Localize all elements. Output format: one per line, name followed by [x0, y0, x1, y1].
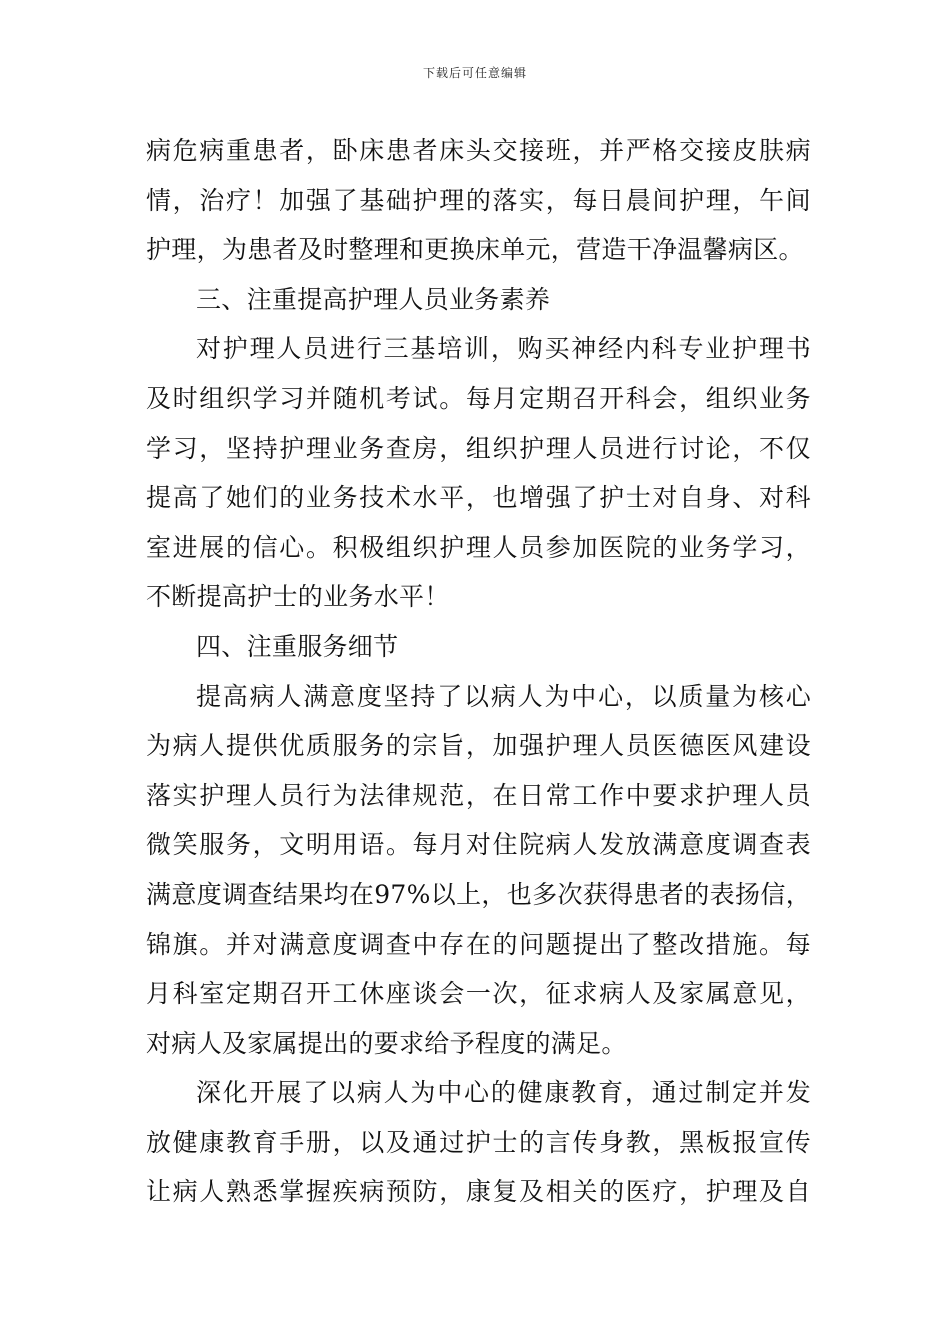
text-line: 对护理人员进行三基培训，购买神经内科专业护理书	[196, 334, 811, 364]
text-line: 室进展的信心。积极组织护理人员参加医院的业务学习，	[146, 532, 811, 562]
text-line: 微笑服务，文明用语。每月对住院病人发放满意度调查表	[146, 830, 811, 860]
text-line: 锦旗。并对满意度调查中存在的问题提出了整改措施。每	[146, 929, 811, 959]
document-body	[146, 126, 811, 1217]
text-line: 护理，为患者及时整理和更换床单元，营造干净温馨病区。	[146, 235, 804, 265]
text-line: 情，治疗！加强了基础护理的落实，每日晨间护理，午间	[146, 185, 811, 215]
text-line: 为病人提供优质服务的宗旨，加强护理人员医德医风建设	[146, 731, 811, 761]
text-line: 落实护理人员行为法律规范，在日常工作中要求护理人员	[146, 780, 811, 810]
text-line: 满意度调查结果均在97%以上，也多次获得患者的表扬信，	[146, 879, 811, 909]
text-line: 放健康教育手册，以及通过护士的言传身教，黑板报宣传	[146, 1127, 811, 1157]
text-line: 及时组织学习并随机考试。每月定期召开科会，组织业务	[146, 383, 811, 413]
text-line: 病危病重患者，卧床患者床头交接班，并严格交接皮肤病	[146, 136, 811, 165]
text-line: 学习，坚持护理业务查房，组织护理人员进行讨论，不仅	[146, 433, 811, 463]
text-line: 让病人熟悉掌握疾病预防，康复及相关的医疗，护理及自	[146, 1177, 811, 1207]
text-line: 月科室定期召开工休座谈会一次，征求病人及家属意见，	[146, 979, 811, 1009]
section-heading: 四、注重服务细节	[196, 631, 399, 661]
text-line: 深化开展了以病人为中心的健康教育，通过制定并发	[196, 1078, 811, 1108]
text-line: 提高病人满意度坚持了以病人为中心，以质量为核心	[196, 681, 811, 711]
text-line: 对病人及家属提出的要求给予程度的满足。	[146, 1028, 627, 1058]
text-line: 提高了她们的业务技术水平，也增强了护士对自身、对科	[146, 483, 811, 513]
section-heading: 三、注重提高护理人员业务素养	[196, 284, 551, 314]
page-header: 下载后可任意编辑	[422, 66, 527, 80]
text-line: 不断提高护士的业务水平！	[146, 582, 450, 612]
